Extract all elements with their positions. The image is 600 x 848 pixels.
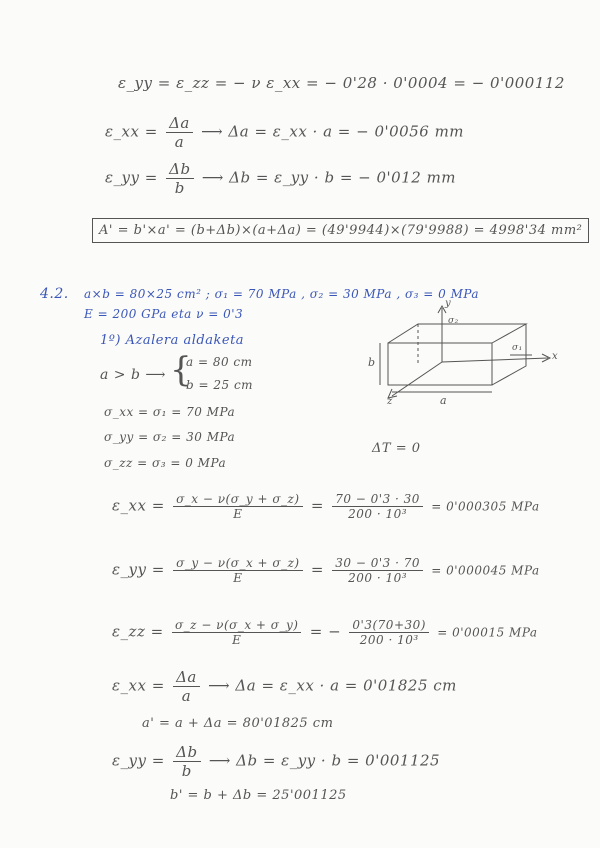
formula-result: = 0'00015 MPa — [437, 625, 538, 640]
formula-fraction — [173, 556, 302, 585]
z-axis-label: z — [387, 396, 393, 407]
stress-xx: σ_xx = σ₁ = 70 MPa — [104, 405, 236, 419]
curly-brace-icon: { — [170, 350, 192, 390]
dimension-a: a = 80 cm — [186, 355, 253, 369]
formula-fraction-values — [332, 492, 423, 521]
formula-lhs: ε_yy = — [112, 560, 165, 579]
formula-lhs: ε_xx = — [112, 676, 165, 695]
formula-rhs: ⟶ Δb = ε_yy · b = 0'001125 — [208, 751, 441, 770]
delta-a-line — [112, 668, 457, 705]
strain-xx-lhs: ε_xx = — [105, 122, 158, 141]
fraction-denominator: E — [233, 507, 243, 521]
strain-yy-lhs: ε_yy = — [105, 168, 158, 187]
z-axis — [392, 362, 442, 396]
fraction-denominator: b — [181, 762, 192, 780]
fraction-denominator: E — [233, 571, 243, 585]
fraction-numerator: 30 − 0'3 · 70 — [332, 556, 423, 571]
fraction-numerator: Δb — [166, 160, 193, 179]
formula-result: = 0'000305 MPa — [431, 499, 540, 514]
a-prime-line: a' = a + Δa = 80'01825 cm — [142, 716, 334, 731]
formula-lhs: ε_yy = — [112, 751, 165, 770]
formula-result: = 0'000045 MPa — [431, 563, 540, 578]
fraction-denominator: 200 · 10³ — [348, 571, 408, 585]
strain-yy-formula: ε_yy = $\frac{\sigma\_y - \nu(\sigma\_x + \sigma\_z)}{E}$ = $\frac{30 - 0'3 \cdot 70}{\text{200 · 10³}}$ = 0'000045 MPa — [112, 556, 540, 585]
area-result-box: A' = b'×a' = (b+Δb)×(a+Δa) = (49'9944)×(79'9988) = 4998'34 mm² — [92, 218, 589, 243]
b-label: b — [368, 356, 376, 369]
fraction-denominator: b — [174, 179, 185, 197]
box-top-face — [388, 324, 526, 343]
fraction-numerator: σ_x − ν(σ_y + σ_z) — [173, 492, 302, 507]
formula-fraction-values — [349, 618, 429, 647]
fraction-denominator: 200 · 10³ — [348, 507, 408, 521]
given-data-line-2: E = 200 GPa eta ν = 0'3 — [84, 307, 244, 321]
fraction-denominator: a — [181, 687, 192, 705]
step-heading: 1º) Azalera aldaketa — [100, 333, 245, 348]
sigma1-label: σ₁ — [512, 343, 523, 353]
formula-fraction — [173, 492, 302, 521]
fraction-numerator: 0'3(70+30) — [349, 618, 429, 633]
given-data-line-1: a×b = 80×25 cm² ; σ₁ = 70 MPa , σ₂ = 30 MPa , σ₃ = 0 MPa — [84, 287, 480, 301]
x-axis — [442, 358, 548, 362]
fraction-numerator: Δb — [173, 743, 200, 762]
y-axis-label: y — [445, 298, 452, 309]
fraction-denominator: 200 · 10³ — [359, 633, 419, 647]
sigma2-label: σ₂ — [448, 316, 459, 326]
formula-fraction-values — [332, 556, 423, 585]
strain-zz-formula: ε_zz = $\frac{\sigma\_z - \nu(\sigma\_x + \sigma\_y)}{E}$ = − $\frac{0'3(70+30)}{\text{200 · 10³}}$ = 0'00015 MPa — [112, 618, 538, 647]
strain-yy-zz-line: ε_yy = ε_zz = − ν ε_xx = − 0'28 · 0'0004 = − 0'000112 — [118, 74, 565, 92]
formula-fraction — [172, 618, 301, 647]
fraction-numerator: Δa — [173, 668, 200, 687]
problem-number: 4.2. — [40, 286, 69, 302]
dimension-comparison: a > b ⟶ — [100, 367, 166, 383]
b-prime-line: b' = b + Δb = 25'001125 — [170, 788, 347, 803]
x-axis-label: x — [552, 351, 559, 362]
delta-b-line — [112, 743, 440, 780]
fraction-numerator: Δa — [166, 114, 193, 133]
formula-lhs: ε_xx = — [112, 496, 165, 515]
formula-lhs: ε_zz = — [112, 622, 164, 641]
strain-yy-rhs: ⟶ Δb = ε_yy · b = − 0'012 mm — [201, 168, 457, 187]
box-front-face — [388, 343, 492, 385]
fraction-numerator: 70 − 0'3 · 30 — [332, 492, 423, 507]
a-label: a — [440, 394, 448, 407]
stress-yy: σ_yy = σ₂ = 30 MPa — [104, 430, 236, 444]
temperature-change: ΔT = 0 — [372, 441, 421, 456]
formula-fraction — [173, 668, 200, 705]
strain-xx-rhs: ⟶ Δa = ε_xx · a = − 0'0056 mm — [201, 122, 465, 141]
fraction-denominator: a — [174, 133, 185, 151]
dimension-b: b = 25 cm — [186, 378, 254, 392]
fraction-numerator: σ_z − ν(σ_x + σ_y) — [172, 618, 301, 633]
fraction-denominator: E — [232, 633, 242, 647]
strain-xx-formula: ε_xx = $\frac{\sigma\_x - \nu(\sigma\_y + \sigma\_z)}{E}$ = $\frac{70 - 0'3 \cdot 30}{\text{200 · 10³}}$ = 0'000305 MPa — [112, 492, 540, 521]
fraction-numerator: σ_y − ν(σ_x + σ_z) — [173, 556, 302, 571]
formula-fraction — [173, 743, 200, 780]
formula-rhs: ⟶ Δa = ε_xx · a = 0'01825 cm — [208, 676, 457, 695]
stress-zz: σ_zz = σ₃ = 0 MPa — [104, 456, 227, 470]
